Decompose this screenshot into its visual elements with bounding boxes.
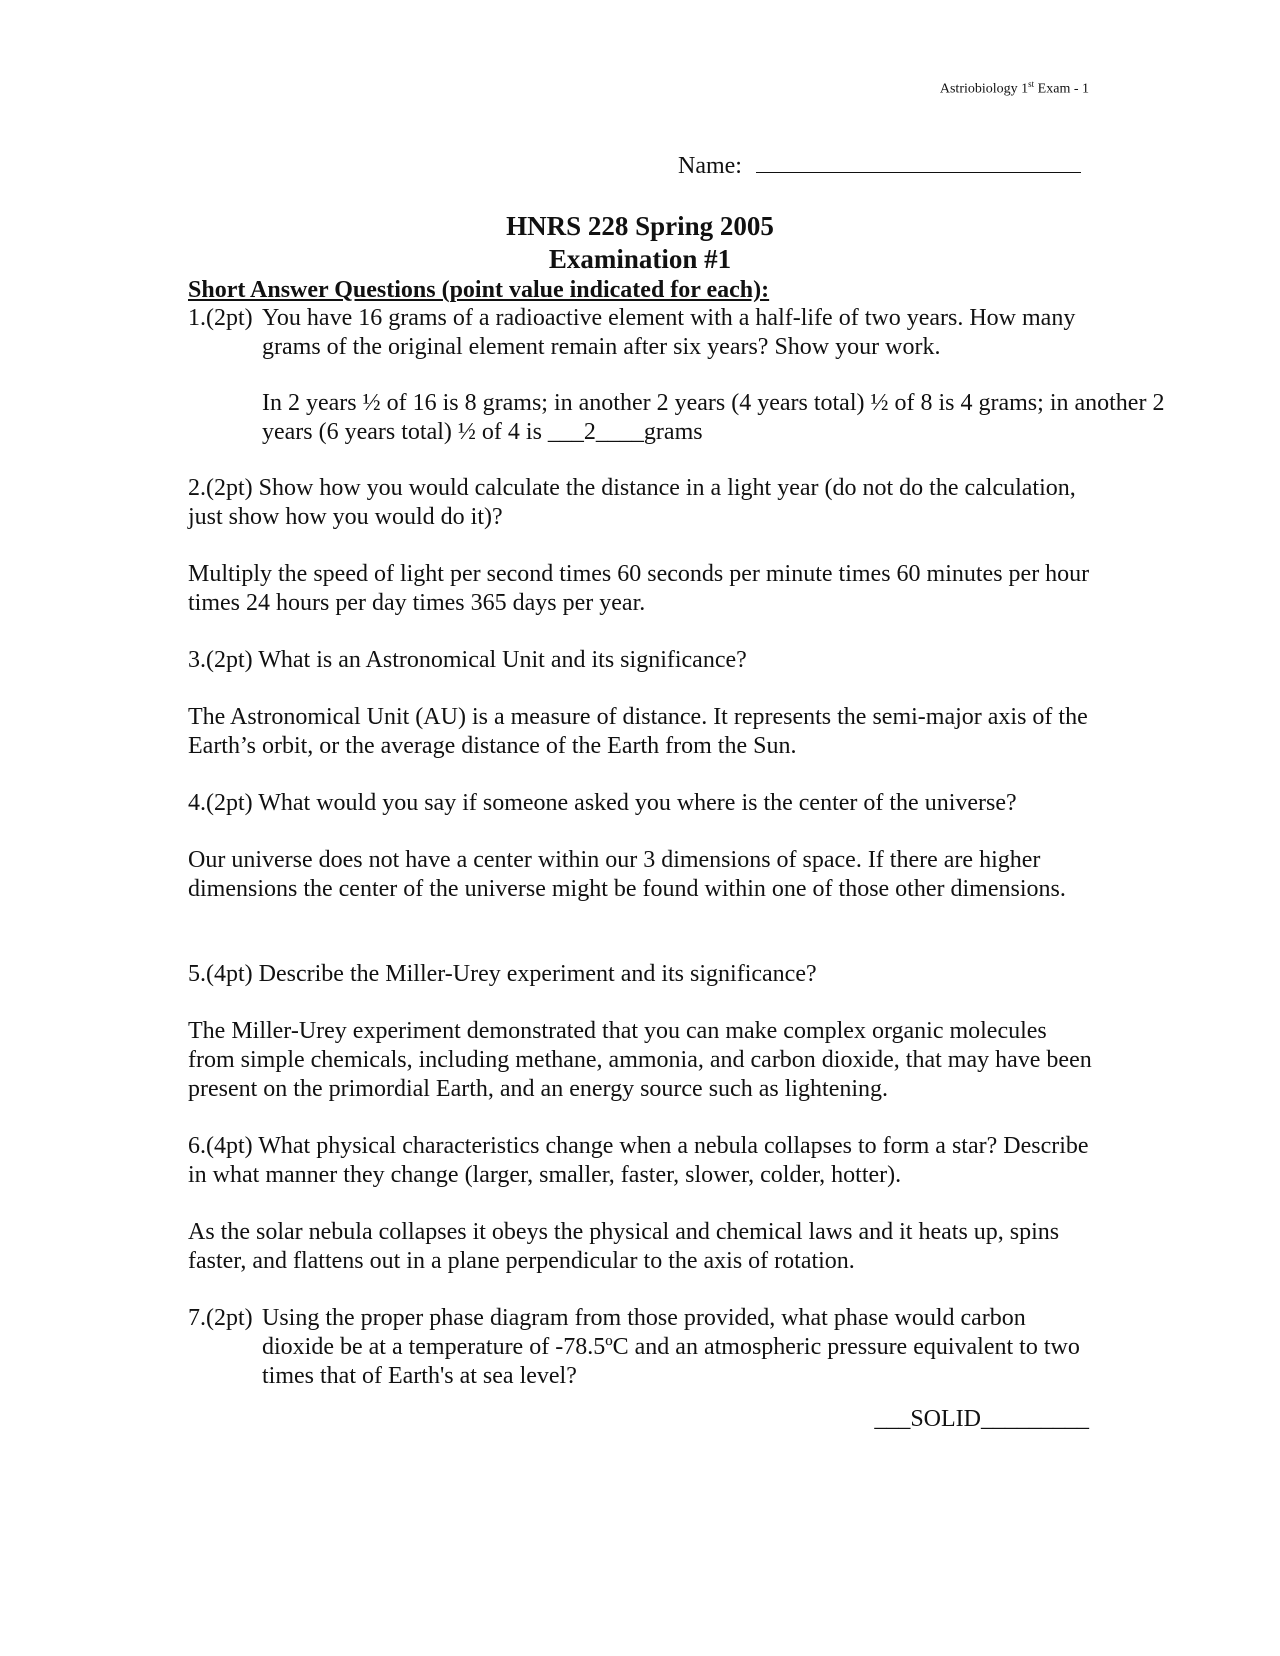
question-text: You have 16 grams of a radioactive element with a half-life of two years. How many grams of the original element remain after six years? Show your work.: [262, 305, 1076, 360]
question-3: [188, 646, 1098, 675]
answer-fill-in: ___2____: [547, 419, 644, 445]
section-heading: Short Answer Questions (point value indicated for each):: [188, 277, 770, 303]
question-7: [188, 1304, 1098, 1391]
question-number: 2.(2pt): [188, 475, 253, 501]
question-text: Describe the Miller-Urey experiment and its significance?: [258, 961, 817, 987]
question-text: Using the proper phase diagram from those provided, what phase would carbon dioxide be at a temperature of -78.5ºC and an atmospheric pressure equivalent to two times that of Earth's at sea level?: [262, 1305, 1080, 1389]
question-text: What is an Astronomical Unit and its significance?: [258, 647, 747, 673]
question-6: [188, 1132, 1098, 1190]
question-number: 4.(2pt): [188, 790, 253, 816]
question-1: [188, 304, 1098, 362]
answer-7: ___SOLID_________: [874, 1406, 1089, 1432]
course-title: HNRS 228 Spring 2005: [506, 211, 774, 241]
running-header-title: Astriobiology 1: [939, 81, 1029, 97]
exam-title: Examination #1: [548, 244, 732, 274]
question-number: 6.(4pt): [188, 1133, 253, 1159]
question-number: 7.(2pt): [188, 1305, 253, 1331]
answer-1: [188, 389, 1172, 447]
answer-text: In 2 years ½ of 16 is 8 grams; in another 2 years (4 years total) ½ of 8 is 4 grams; in another 2 years (6 years total) ½ of 4 is: [262, 390, 1165, 445]
answer-5: The Miller-Urey experiment demonstrated that you can make complex organic molecules from simple chemicals, including methane, ammonia, and carbon dioxide, that may have been present on the primordial Earth, and an energy source such as lightening.: [188, 1018, 1092, 1102]
question-5: [188, 960, 1098, 989]
question-number: 5.(4pt): [188, 961, 253, 987]
question-2: [188, 474, 1098, 532]
question-text: What would you say if someone asked you where is the center of the universe?: [258, 790, 1017, 816]
question-number: 1.(2pt): [188, 305, 253, 331]
running-header-page: Exam - 1: [1034, 81, 1089, 97]
name-blank-line: [756, 150, 1081, 173]
running-header: [940, 76, 1089, 98]
answer-6: As the solar nebula collapses it obeys the physical and chemical laws and it heats up, spins faster, and flattens out in a plane perpendicular to the axis of rotation.: [188, 1219, 1060, 1274]
question-number: 3.(2pt): [188, 647, 253, 673]
question-text: What physical characteristics change when a nebula collapses to form a star? Describe in what manner they change (larger, smaller, faster, slower, colder, hotter).: [188, 1133, 1089, 1188]
answer-4: Our universe does not have a center within our 3 dimensions of space. If there are higher dimensions the center of the universe might be found within one of those other dimensions.: [188, 847, 1066, 902]
question-4: [188, 789, 1098, 818]
name-label: Name:: [678, 153, 742, 179]
name-row: [678, 150, 1081, 180]
answer-2: Multiply the speed of light per second times 60 seconds per minute times 60 minutes per hour times 24 hours per day times 365 days per year.: [188, 561, 1090, 616]
answer-3: The Astronomical Unit (AU) is a measure of distance. It represents the semi-major axis of the Earth’s orbit, or the average distance of the Earth from the Sun.: [188, 704, 1088, 759]
question-text: Show how you would calculate the distance in a light year (do not do the calculation, just show how you would do it)?: [188, 475, 1076, 530]
running-header-superscript: st: [1028, 79, 1035, 89]
answer-unit: grams: [643, 419, 703, 445]
